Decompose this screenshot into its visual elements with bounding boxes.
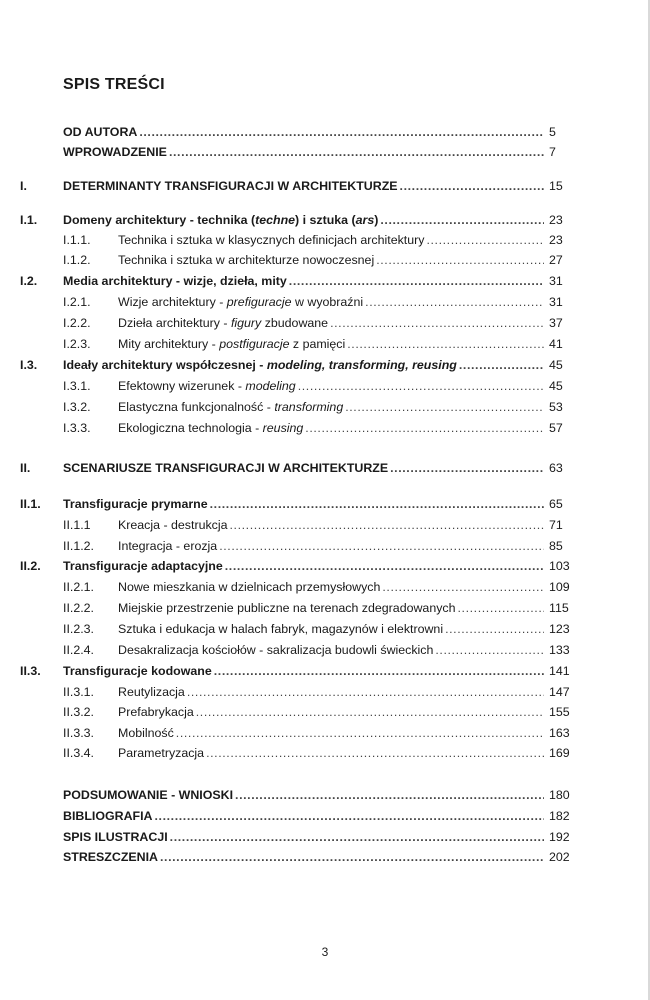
toc-page: 109 <box>549 580 570 594</box>
leader-dots <box>390 458 544 478</box>
toc-label: WPROWADZENIE <box>63 145 167 159</box>
toc-label: Nowe mieszkania w dzielnicach przemysłowych <box>118 580 381 594</box>
leader-dots <box>206 743 544 763</box>
toc-number: I. <box>20 179 27 193</box>
toc-page: 169 <box>549 746 570 760</box>
leader-dots <box>305 418 544 438</box>
toc-number: II. <box>20 461 31 475</box>
leader-dots <box>458 598 545 618</box>
toc-label: Elastyczna funkcjonalność - transforming <box>118 400 344 414</box>
leader-dots <box>382 577 544 597</box>
toc-entry-1-1[interactable] <box>0 210 650 230</box>
leader-dots <box>176 723 544 743</box>
leader-dots <box>435 640 544 660</box>
toc-label: Wizje architektury - prefiguracje w wyobraźni <box>118 295 364 309</box>
toc-label: OD AUTORA <box>63 125 138 139</box>
leader-dots <box>170 827 544 847</box>
toc-page: 65 <box>549 497 563 511</box>
toc-entry-1-2-3[interactable] <box>0 334 650 354</box>
toc-number: I.2.1. <box>63 295 91 309</box>
toc-label: Desakralizacja kościołów - sakralizacja budowli świeckich <box>118 643 434 657</box>
leader-dots <box>330 313 544 333</box>
toc-entry-2-2-1[interactable] <box>0 577 650 597</box>
toc-entry-chapter-2[interactable] <box>0 458 650 478</box>
toc-entry-od-autora[interactable] <box>0 122 650 142</box>
leader-dots <box>154 806 544 826</box>
leader-dots <box>347 334 544 354</box>
leader-dots <box>187 682 544 702</box>
toc-number: I.2. <box>20 274 38 288</box>
toc-label: PODSUMOWANIE - WNIOSKI <box>63 788 234 802</box>
toc-label: Integracja - erozja <box>118 539 218 553</box>
leader-dots <box>426 230 544 250</box>
toc-label: DETERMINANTY TRANSFIGURACJI W ARCHITEKTURZE <box>63 179 398 193</box>
toc-page: 182 <box>549 809 570 823</box>
toc-number: II.3.2. <box>63 705 94 719</box>
leader-dots <box>380 210 544 230</box>
leader-dots <box>376 250 544 270</box>
toc-entry-2-3[interactable] <box>0 661 650 681</box>
toc-entry-1-1-2[interactable] <box>0 250 650 270</box>
toc-page: 23 <box>549 213 563 227</box>
toc-label: Kreacja - destrukcja <box>118 518 228 532</box>
toc-entry-1-2-2[interactable] <box>0 313 650 333</box>
toc-entry-2-3-4[interactable] <box>0 743 650 763</box>
page-title: SPIS TREŚCI <box>63 76 165 93</box>
toc-page: 45 <box>549 358 563 372</box>
toc-number: I.2.3. <box>63 337 91 351</box>
toc-page: 37 <box>549 316 563 330</box>
toc-entry-2-2-2[interactable] <box>0 598 650 618</box>
toc-number: II.2.2. <box>63 601 94 615</box>
leader-dots <box>289 271 544 291</box>
toc-entry-2-2-4[interactable] <box>0 640 650 660</box>
toc-label: Transfiguracje kodowane <box>63 664 212 678</box>
toc-label: Parametryzacja <box>118 746 205 760</box>
toc-entry-1-3-3[interactable] <box>0 418 650 438</box>
leader-dots <box>160 847 544 867</box>
toc-label: Transfiguracje prymarne <box>63 497 208 511</box>
toc-label: Sztuka i edukacja w halach fabryk, magazynów i elektrowni <box>118 622 444 636</box>
toc-page: 27 <box>549 253 563 267</box>
leader-dots <box>345 397 544 417</box>
toc-label: Transfiguracje adaptacyjne <box>63 559 223 573</box>
leader-dots <box>196 702 544 722</box>
toc-number: II.1.1 <box>63 518 91 532</box>
toc-number: II.2.4. <box>63 643 94 657</box>
toc-entry-1-3-2[interactable] <box>0 397 650 417</box>
toc-number: I.2.2. <box>63 316 91 330</box>
toc-page: 71 <box>549 518 563 532</box>
toc-number: II.1. <box>20 497 41 511</box>
toc-page: 63 <box>549 461 563 475</box>
toc-label: Ideały architektury współczesnej - modeling, transforming, reusing <box>63 358 457 372</box>
leader-dots <box>235 785 544 805</box>
toc-number: II.3.1. <box>63 685 94 699</box>
toc-number: II.2.3. <box>63 622 94 636</box>
toc-number: I.1.2. <box>63 253 91 267</box>
toc-page: 31 <box>549 295 563 309</box>
leader-dots <box>169 142 544 162</box>
toc-page: 41 <box>549 337 563 351</box>
toc-page: 7 <box>549 145 556 159</box>
toc-label: BIBLIOGRAFIA <box>63 809 153 823</box>
toc-page: 163 <box>549 726 570 740</box>
toc-entry-podsumowanie[interactable] <box>0 785 650 805</box>
toc-number: II.2. <box>20 559 41 573</box>
toc-number: I.3.2. <box>63 400 91 414</box>
toc-label: SCENARIUSZE TRANSFIGURACJI W ARCHITEKTURZE <box>63 461 389 475</box>
toc-entry-2-1-1[interactable] <box>0 515 650 535</box>
toc-page: 155 <box>549 705 570 719</box>
toc-label: SPIS ILUSTRACJI <box>63 830 168 844</box>
toc-label: Reutylizacja <box>118 685 185 699</box>
toc-page: 180 <box>549 788 570 802</box>
toc-entry-spis-ilustracji[interactable] <box>0 827 650 847</box>
toc-page: 123 <box>549 622 570 636</box>
toc-entry-2-3-1[interactable] <box>0 682 650 702</box>
toc-entry-1-2-1[interactable] <box>0 292 650 312</box>
toc-page: 15 <box>549 179 563 193</box>
toc-page: 45 <box>549 379 563 393</box>
toc-label: Technika i sztuka w architekturze nowoczesnej <box>118 253 375 267</box>
toc-page: 5 <box>549 125 556 139</box>
toc-page: 53 <box>549 400 563 414</box>
toc-number: II.2.1. <box>63 580 94 594</box>
leader-dots <box>400 176 544 196</box>
toc-number: I.3.1. <box>63 379 91 393</box>
toc-number: I.1.1. <box>63 233 91 247</box>
toc-entry-2-3-3[interactable] <box>0 723 650 743</box>
leader-dots <box>139 122 544 142</box>
toc-entry-streszczenia[interactable] <box>0 847 650 867</box>
toc-page: 147 <box>549 685 570 699</box>
toc-entry-chapter-1[interactable] <box>0 176 650 196</box>
toc-label: Technika i sztuka w klasycznych definicjach architektury <box>118 233 425 247</box>
toc-page: 31 <box>549 274 563 288</box>
toc-entry-2-1-2[interactable] <box>0 536 650 556</box>
leader-dots <box>214 661 544 681</box>
toc-number: I.3.3. <box>63 421 91 435</box>
page-number: 3 <box>321 945 329 959</box>
toc-entry-wprowadzenie[interactable] <box>0 142 650 162</box>
toc-label: Dzieła architektury - figury zbudowane <box>118 316 329 330</box>
toc-label: Efektowny wizerunek - modeling <box>118 379 296 393</box>
toc-label: Ekologiczna technologia - reusing <box>118 421 304 435</box>
toc-page: 57 <box>549 421 563 435</box>
toc-page: 115 <box>549 601 569 615</box>
leader-dots <box>298 376 544 396</box>
leader-dots <box>210 494 544 514</box>
toc-entry-2-3-2[interactable] <box>0 702 650 722</box>
toc-label: Domeny architektury - technika (techne) i sztuka (ars) <box>63 213 379 227</box>
toc-number: I.1. <box>20 213 38 227</box>
leader-dots <box>230 515 545 535</box>
leader-dots <box>459 355 544 375</box>
toc-entry-1-1-1[interactable] <box>0 230 650 250</box>
toc-entry-2-1[interactable] <box>0 494 650 514</box>
toc-entry-1-3[interactable] <box>0 355 650 375</box>
toc-page: 141 <box>549 664 570 678</box>
toc-page: 133 <box>549 643 570 657</box>
toc-page: 192 <box>549 830 570 844</box>
toc-number: II.3.4. <box>63 746 94 760</box>
toc-label: Miejskie przestrzenie publiczne na terenach zdegradowanych <box>118 601 456 615</box>
toc-page: 23 <box>549 233 563 247</box>
toc-number: II.3.3. <box>63 726 94 740</box>
leader-dots <box>365 292 544 312</box>
toc-entry-2-2[interactable] <box>0 556 650 576</box>
leader-dots <box>445 619 544 639</box>
leader-dots <box>225 556 544 576</box>
leader-dots <box>219 536 544 556</box>
toc-label: Media architektury - wizje, dzieła, mity <box>63 274 287 288</box>
toc-label: Mity architektury - postfiguracje z pamięci <box>118 337 346 351</box>
toc-number: I.3. <box>20 358 38 372</box>
toc-entry-1-3-1[interactable] <box>0 376 650 396</box>
toc-entry-1-2[interactable] <box>0 271 650 291</box>
toc-page: 202 <box>549 850 570 864</box>
toc-entry-2-2-3[interactable] <box>0 619 650 639</box>
toc-number: II.1.2. <box>63 539 94 553</box>
toc-entry-bibliografia[interactable] <box>0 806 650 826</box>
toc-label: STRESZCZENIA <box>63 850 158 864</box>
toc-label: Mobilność <box>118 726 174 740</box>
toc-number: II.3. <box>20 664 41 678</box>
toc-label: Prefabrykacja <box>118 705 194 719</box>
toc-page: 85 <box>549 539 563 553</box>
toc-page: 103 <box>549 559 570 573</box>
